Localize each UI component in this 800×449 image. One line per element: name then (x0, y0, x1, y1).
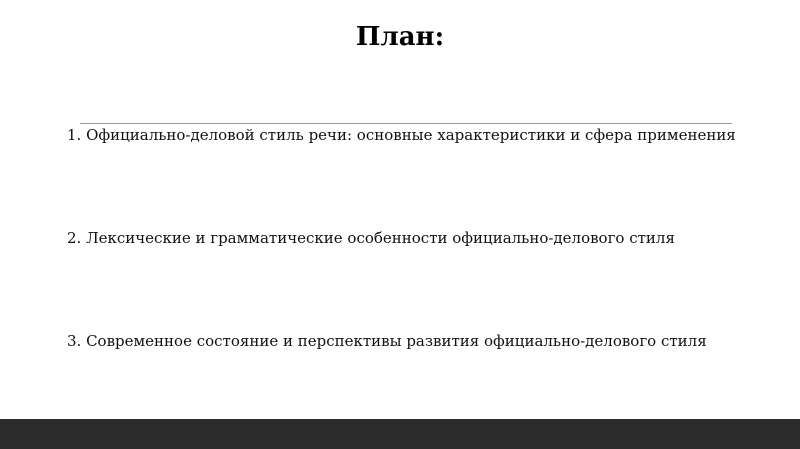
divider-line (80, 123, 732, 124)
plan-item-2: 2. Лексические и грамматические особенности официально-делового стиля (67, 229, 675, 247)
slide-title: План: (355, 22, 445, 52)
plan-item-1: 1. Официально-деловой стиль речи: основные характеристики и сфера применения (67, 126, 736, 144)
bottom-toolbar (0, 419, 800, 449)
plan-item-3: 3. Современное состояние и перспективы развития официально-делового стиля (67, 332, 707, 350)
